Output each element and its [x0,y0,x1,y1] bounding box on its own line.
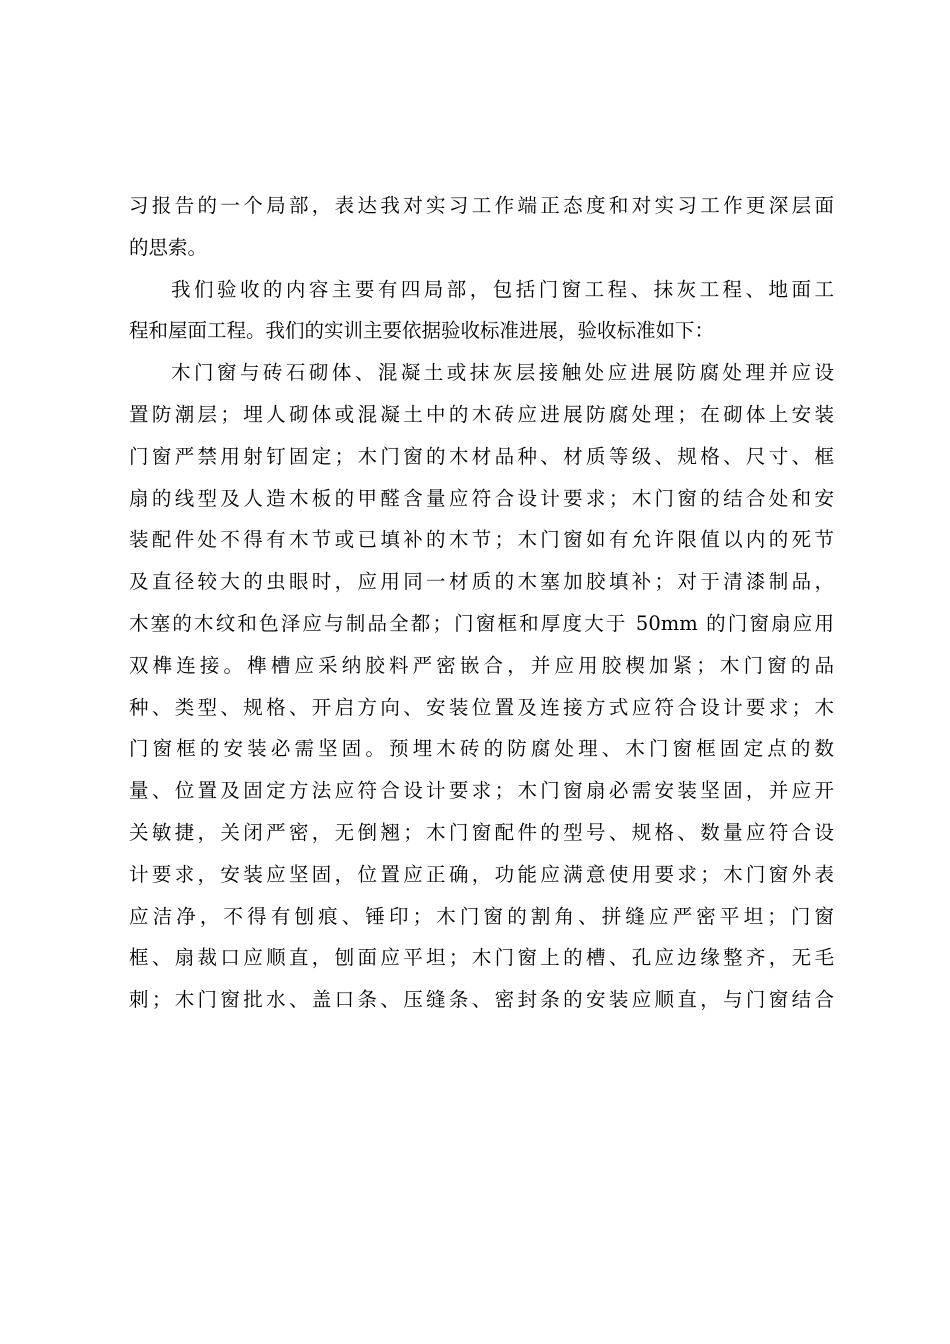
text-line: 门窗严禁用射钉固定；木门窗的木材品种、材质等级、规格、尺寸、框 [129,444,834,468]
text-line: 计要求，安装应坚固，位置应正确，功能应满意使用要求；木门窗外表 [129,862,834,886]
text-line: 我们验收的内容主要有四局部，包括门窗工程、抹灰工程、地面工 [171,277,834,301]
text-line: 种、类型、规格、开启方向、安装位置及连接方式应符合设计要求；木 [129,695,834,719]
text-line: 装配件处不得有木节或已填补的木节；木门窗如有允许限值以内的死节 [129,528,834,552]
text-line: 框、扇裁口应顺直，刨面应平坦；木门窗上的槽、孔应边缘整齐，无毛 [129,946,834,970]
body-text [129,185,834,1021]
paragraph [129,185,834,269]
text-line: 木塞的木纹和色泽应与制品全都；门窗框和厚度大于 50mm 的门窗扇应用 [129,611,834,635]
text-line: 扇的线型及人造木板的甲醛含量应符合设计要求；木门窗的结合处和安 [129,486,834,510]
text-line: 关敏捷，关闭严密，无倒翘；木门窗配件的型号、规格、数量应符合设 [129,820,834,844]
text-line: 置防潮层；埋人砌体或混凝土中的木砖应进展防腐处理；在砌体上安装 [129,402,834,426]
paragraph [129,269,834,353]
text-line: 习报告的一个局部，表达我对实习工作端正态度和对实习工作更深层面 [129,194,834,217]
text-line: 量、位置及固定方法应符合设计要求；木门窗扇必需安装坚固，并应开 [129,779,834,803]
text-line: 应洁净，不得有刨痕、锤印；木门窗的割角、拼缝应严密平坦；门窗 [129,904,834,928]
text-line: 刺；木门窗批水、盖口条、压缝条、密封条的安装应顺直，与门窗结合 [129,988,834,1012]
text-line: 双榫连接。榫槽应采纳胶料严密嵌合，并应用胶楔加紧；木门窗的品 [129,653,834,677]
text-line: 木门窗与砖石砌体、混凝土或抹灰层接触处应进展防腐处理并应设 [171,361,834,385]
text-line: 及直径较大的虫眼时，应用同一材质的木塞加胶填补；对于清漆制品， [129,570,834,594]
text-line: 的思索。 [129,235,208,259]
paragraph [129,352,834,1021]
text-line: 程和屋面工程。我们的实训主要依据验收标准进展，验收标准如下： [129,319,715,343]
text-line: 门窗框的安装必需坚固。预埋木砖的防腐处理、木门窗框固定点的数 [129,737,834,761]
